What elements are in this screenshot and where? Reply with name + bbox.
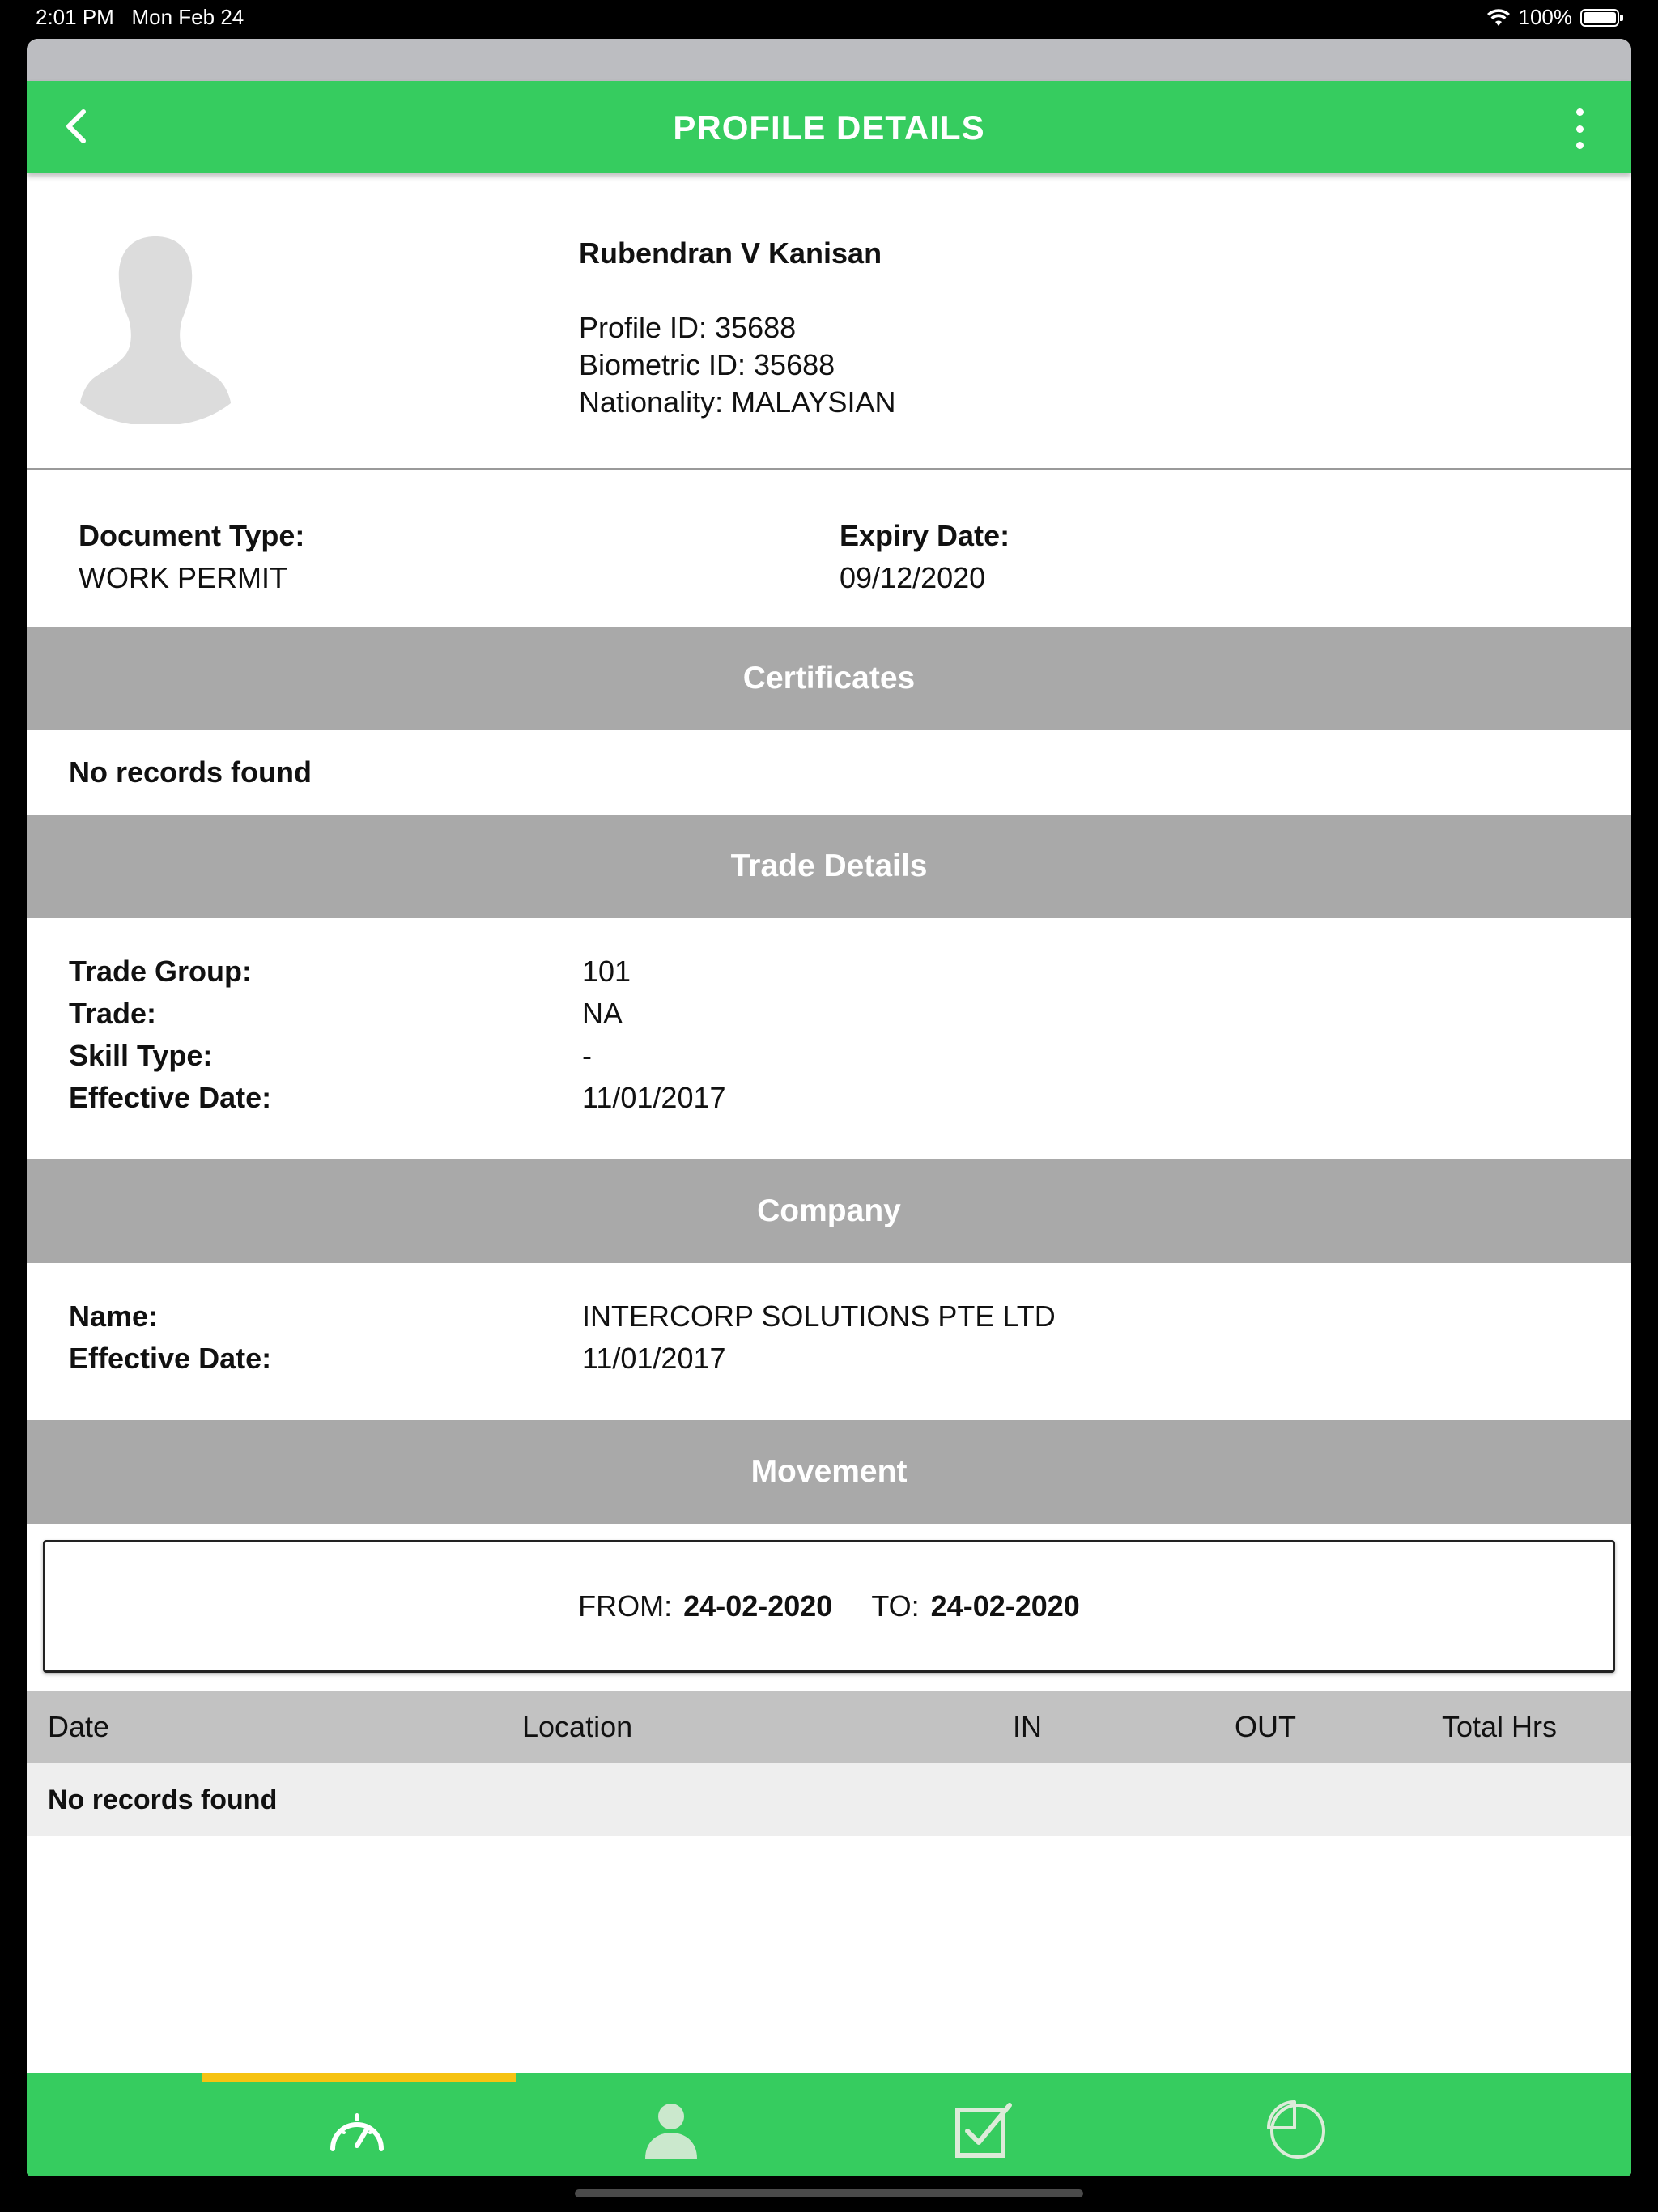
col-location: Location [522,1710,633,1743]
battery-percent: 100% [1518,5,1572,29]
from-date[interactable]: 24-02-2020 [683,1589,833,1623]
to-label: TO: [871,1589,920,1623]
col-total-hrs: Total Hrs [1442,1710,1558,1743]
checklist-icon[interactable] [953,2099,1014,2160]
status-right [1486,5,1620,30]
profile-info [579,309,895,421]
profile-id: Profile ID: 35688 [579,311,797,344]
report-chart-icon[interactable] [1265,2099,1327,2160]
company-row: Name: INTERCORP SOLUTIONS PTE LTD [69,1300,1056,1333]
profile-icon[interactable] [640,2099,702,2160]
active-tab-indicator [202,2073,516,2082]
trade-row: Skill Type: - [69,1039,592,1072]
col-date: Date [48,1710,110,1743]
page-title: PROFILE DETAILS [673,108,985,147]
trade-row: Trade Group: 101 [69,955,631,988]
battery-icon [1580,9,1619,27]
more-menu-icon[interactable] [1563,108,1596,149]
movement-empty: No records found [27,1763,1631,1836]
company-row: Effective Date: 11/01/2017 [69,1342,726,1375]
avatar-placeholder-icon [79,230,232,424]
company-header: Company [27,1159,1631,1263]
app-header [27,81,1631,173]
wifi-icon [1486,8,1511,28]
col-in: IN [1013,1710,1042,1743]
document-type: Document Type: WORK PERMIT [79,519,305,594]
col-out: OUT [1235,1710,1296,1743]
date-range-picker[interactable] [43,1540,1615,1673]
trade-row: Trade: NA [69,997,623,1030]
from-label: FROM: [578,1589,673,1623]
document-section [27,470,1631,627]
movement-table-header [27,1691,1631,1763]
profile-summary [27,173,1631,470]
app-window [27,39,1631,2176]
status-time: 2:01 PM Mon Feb 24 [36,5,244,29]
top-gray-bar [27,39,1631,81]
home-indicator[interactable] [575,2189,1083,2197]
bottom-tab-bar [27,2073,1631,2176]
dashboard-icon[interactable] [326,2099,388,2160]
trade-details [27,918,1631,1159]
certificates-empty: No records found [69,755,312,789]
company-details [27,1263,1631,1420]
expiry-date: Expiry Date: 09/12/2020 [840,519,1010,594]
trade-details-header: Trade Details [27,815,1631,918]
certificates-header: Certificates [27,627,1631,730]
movement-header: Movement [27,1420,1631,1524]
status-bar [0,0,1658,36]
nationality: Nationality: MALAYSIAN [579,385,896,419]
biometric-id: Biometric ID: 35688 [579,348,835,381]
trade-row: Effective Date: 11/01/2017 [69,1081,726,1114]
profile-name: Rubendran V Kanisan [579,236,882,270]
to-date[interactable]: 24-02-2020 [930,1589,1080,1623]
